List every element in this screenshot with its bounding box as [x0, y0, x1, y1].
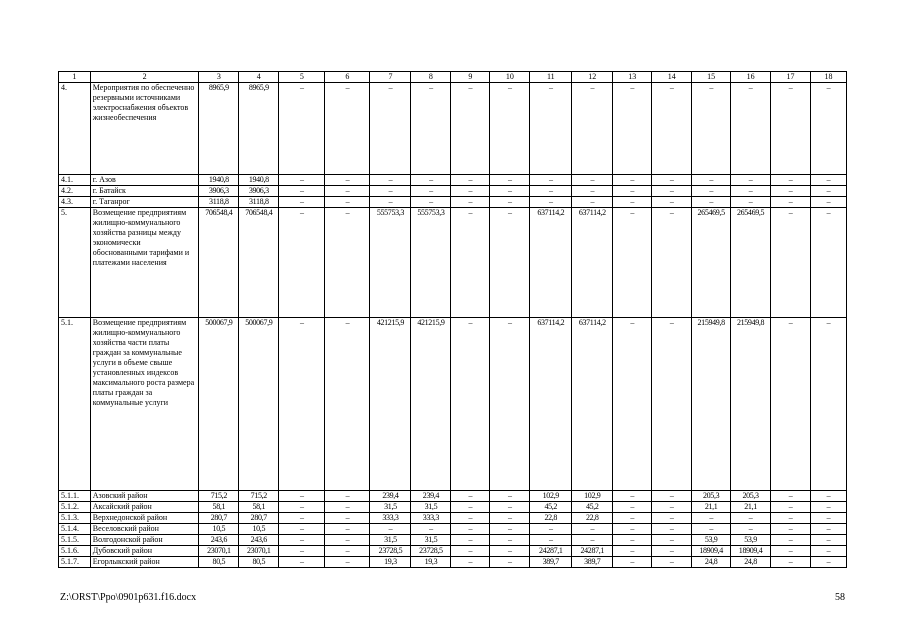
table-row — [59, 524, 847, 535]
value-cell: – — [771, 208, 811, 318]
value-cell: – — [490, 318, 530, 491]
row-number: 4. — [59, 83, 91, 175]
value-cell: – — [613, 502, 652, 513]
value-cell: – — [771, 535, 811, 546]
value-cell: 80,5 — [239, 557, 279, 568]
value-cell: – — [613, 524, 652, 535]
value-cell: 21,1 — [731, 502, 771, 513]
value-cell: – — [279, 524, 325, 535]
value-cell: – — [279, 83, 325, 175]
value-cell: – — [771, 175, 811, 186]
value-cell: – — [530, 83, 572, 175]
value-cell: – — [652, 502, 692, 513]
value-cell: – — [490, 175, 530, 186]
value-cell: – — [652, 318, 692, 491]
value-cell: – — [325, 197, 370, 208]
value-cell: – — [652, 546, 692, 557]
value-cell: – — [771, 83, 811, 175]
value-cell: – — [411, 175, 451, 186]
value-cell: – — [613, 546, 652, 557]
value-cell: – — [451, 197, 490, 208]
column-header: 13 — [613, 72, 652, 83]
value-cell: – — [731, 197, 771, 208]
row-number: 5.1.1. — [59, 491, 91, 502]
row-title: г. Азов — [90, 175, 199, 186]
header-row — [59, 72, 847, 83]
column-header: 14 — [652, 72, 692, 83]
column-header: 5 — [279, 72, 325, 83]
value-cell: – — [731, 524, 771, 535]
value-cell: 31,5 — [411, 535, 451, 546]
value-cell: – — [652, 491, 692, 502]
value-cell: 637114,2 — [572, 208, 613, 318]
value-cell: 333,3 — [370, 513, 411, 524]
value-cell: – — [811, 546, 847, 557]
value-cell: 265469,5 — [692, 208, 731, 318]
table-row — [59, 83, 847, 175]
value-cell: 637114,2 — [530, 208, 572, 318]
value-cell: – — [613, 175, 652, 186]
value-cell: 333,3 — [411, 513, 451, 524]
value-cell: – — [572, 197, 613, 208]
value-cell: 389,7 — [530, 557, 572, 568]
table-row — [59, 175, 847, 186]
value-cell: 243,6 — [239, 535, 279, 546]
value-cell: – — [490, 557, 530, 568]
table-row — [59, 208, 847, 318]
value-cell: – — [411, 197, 451, 208]
value-cell: 18909,4 — [692, 546, 731, 557]
value-cell: – — [811, 197, 847, 208]
value-cell: – — [411, 83, 451, 175]
file-path: Z:\ORST\Ppo\0901p631.f16.docx — [60, 592, 197, 603]
table-row — [59, 535, 847, 546]
value-cell: – — [451, 175, 490, 186]
value-cell: 1940,8 — [199, 175, 239, 186]
row-title: Волгодонской район — [90, 535, 199, 546]
table-row — [59, 186, 847, 197]
value-cell: – — [771, 318, 811, 491]
value-cell: 205,3 — [692, 491, 731, 502]
value-cell: – — [572, 175, 613, 186]
value-cell: – — [811, 318, 847, 491]
value-cell: 3906,3 — [239, 186, 279, 197]
value-cell: – — [771, 197, 811, 208]
table-row — [59, 318, 847, 491]
value-cell: – — [279, 513, 325, 524]
value-cell: – — [652, 186, 692, 197]
value-cell: – — [811, 83, 847, 175]
column-header: 6 — [325, 72, 370, 83]
value-cell: 265469,5 — [731, 208, 771, 318]
value-cell: – — [370, 524, 411, 535]
value-cell: 280,7 — [239, 513, 279, 524]
value-cell: – — [811, 208, 847, 318]
value-cell: 18909,4 — [731, 546, 771, 557]
value-cell: 239,4 — [370, 491, 411, 502]
value-cell: – — [692, 175, 731, 186]
value-cell: – — [279, 502, 325, 513]
value-cell: – — [652, 208, 692, 318]
value-cell: – — [613, 535, 652, 546]
value-cell: – — [490, 546, 530, 557]
value-cell: 8965,9 — [239, 83, 279, 175]
value-cell: – — [490, 197, 530, 208]
value-cell: – — [652, 557, 692, 568]
value-cell: 555753,3 — [370, 208, 411, 318]
row-title: Возмещение предприятиям жилищно-коммунального хозяйства разницы между экономически обоснованными тарифами и платежами населения — [90, 208, 199, 318]
value-cell: – — [572, 83, 613, 175]
column-header: 1 — [59, 72, 91, 83]
row-number: 4.1. — [59, 175, 91, 186]
value-cell: 53,9 — [731, 535, 771, 546]
value-cell: 31,5 — [411, 502, 451, 513]
column-header: 7 — [370, 72, 411, 83]
value-cell: – — [771, 491, 811, 502]
column-header: 16 — [731, 72, 771, 83]
value-cell: – — [692, 524, 731, 535]
value-cell: – — [811, 524, 847, 535]
row-title: Возмещение предприятиям жилищно-коммунального хозяйства части платы граждан за коммунальные услуги в объеме свыше установленных индексов максимального роста размера платы граждан за коммунальные услуги — [90, 318, 199, 491]
value-cell: – — [771, 186, 811, 197]
column-header: 10 — [490, 72, 530, 83]
value-cell: 58,1 — [239, 502, 279, 513]
value-cell: – — [279, 546, 325, 557]
data-table — [58, 71, 847, 568]
value-cell: – — [572, 535, 613, 546]
row-title: г. Батайск — [90, 186, 199, 197]
value-cell: – — [572, 186, 613, 197]
column-header: 4 — [239, 72, 279, 83]
value-cell: – — [451, 491, 490, 502]
row-number: 5.1.4. — [59, 524, 91, 535]
value-cell: 19,3 — [411, 557, 451, 568]
value-cell: – — [692, 83, 731, 175]
table-row — [59, 546, 847, 557]
value-cell: 3906,3 — [199, 186, 239, 197]
value-cell: – — [279, 318, 325, 491]
row-title: Азовский район — [90, 491, 199, 502]
value-cell: 23070,1 — [239, 546, 279, 557]
value-cell: 102,9 — [530, 491, 572, 502]
row-title: г. Таганрог — [90, 197, 199, 208]
value-cell: – — [652, 197, 692, 208]
value-cell: – — [325, 208, 370, 318]
value-cell: 389,7 — [572, 557, 613, 568]
value-cell: 706548,4 — [239, 208, 279, 318]
value-cell: 239,4 — [411, 491, 451, 502]
column-header: 15 — [692, 72, 731, 83]
value-cell: – — [692, 513, 731, 524]
column-header: 18 — [811, 72, 847, 83]
value-cell: 1940,8 — [239, 175, 279, 186]
value-cell: 22,8 — [530, 513, 572, 524]
value-cell: 280,7 — [199, 513, 239, 524]
value-cell: – — [811, 175, 847, 186]
value-cell: – — [613, 197, 652, 208]
value-cell: – — [731, 83, 771, 175]
row-title: Мероприятия по обеспеченно резервными источниками электроснабжения объектов жизнеобеспечения — [90, 83, 199, 175]
value-cell: – — [490, 186, 530, 197]
value-cell: 53,9 — [692, 535, 731, 546]
value-cell: – — [771, 557, 811, 568]
value-cell: – — [771, 524, 811, 535]
row-number: 4.2. — [59, 186, 91, 197]
value-cell: 10,5 — [199, 524, 239, 535]
value-cell: – — [325, 83, 370, 175]
value-cell: – — [451, 546, 490, 557]
value-cell: – — [370, 197, 411, 208]
value-cell: – — [530, 535, 572, 546]
value-cell: 500067,9 — [199, 318, 239, 491]
value-cell: – — [490, 491, 530, 502]
value-cell: 21,1 — [692, 502, 731, 513]
value-cell: – — [325, 557, 370, 568]
value-cell: – — [325, 186, 370, 197]
value-cell: – — [451, 535, 490, 546]
value-cell: – — [325, 318, 370, 491]
value-cell: 45,2 — [572, 502, 613, 513]
value-cell: – — [325, 524, 370, 535]
value-cell: 3118,8 — [239, 197, 279, 208]
value-cell: – — [731, 186, 771, 197]
value-cell: – — [490, 513, 530, 524]
value-cell: – — [613, 513, 652, 524]
value-cell: 23728,5 — [411, 546, 451, 557]
value-cell: 3118,8 — [199, 197, 239, 208]
column-header: 17 — [771, 72, 811, 83]
value-cell: – — [530, 524, 572, 535]
value-cell: – — [613, 83, 652, 175]
column-header: 3 — [199, 72, 239, 83]
value-cell: – — [325, 546, 370, 557]
row-number: 4.3. — [59, 197, 91, 208]
value-cell: – — [692, 186, 731, 197]
value-cell: – — [279, 208, 325, 318]
value-cell: 23070,1 — [199, 546, 239, 557]
value-cell: 80,5 — [199, 557, 239, 568]
value-cell: 555753,3 — [411, 208, 451, 318]
value-cell: 31,5 — [370, 502, 411, 513]
row-number: 5.1.7. — [59, 557, 91, 568]
value-cell: – — [652, 83, 692, 175]
value-cell: 24,8 — [731, 557, 771, 568]
value-cell: 8965,9 — [199, 83, 239, 175]
table-row — [59, 502, 847, 513]
value-cell: – — [490, 208, 530, 318]
value-cell: – — [325, 535, 370, 546]
value-cell: – — [731, 175, 771, 186]
value-cell: – — [370, 83, 411, 175]
value-cell: – — [530, 186, 572, 197]
value-cell: 215949,8 — [731, 318, 771, 491]
value-cell: – — [490, 83, 530, 175]
column-header: 2 — [90, 72, 199, 83]
row-number: 5.1.3. — [59, 513, 91, 524]
value-cell: 45,2 — [530, 502, 572, 513]
table-row — [59, 197, 847, 208]
value-cell: – — [811, 502, 847, 513]
column-header: 8 — [411, 72, 451, 83]
value-cell: 243,6 — [199, 535, 239, 546]
value-cell: – — [490, 502, 530, 513]
value-cell: 421215,9 — [411, 318, 451, 491]
value-cell: – — [451, 524, 490, 535]
value-cell: 215949,8 — [692, 318, 731, 491]
value-cell: – — [572, 524, 613, 535]
row-number: 5.1.5. — [59, 535, 91, 546]
value-cell: 22,8 — [572, 513, 613, 524]
value-cell: – — [652, 535, 692, 546]
value-cell: 10,5 — [239, 524, 279, 535]
value-cell: – — [451, 557, 490, 568]
value-cell: – — [411, 524, 451, 535]
value-cell: – — [771, 513, 811, 524]
value-cell: – — [811, 535, 847, 546]
value-cell: – — [451, 502, 490, 513]
value-cell: – — [451, 208, 490, 318]
value-cell: 421215,9 — [370, 318, 411, 491]
value-cell: 637114,2 — [530, 318, 572, 491]
value-cell: – — [613, 557, 652, 568]
value-cell: 23728,5 — [370, 546, 411, 557]
value-cell: – — [451, 186, 490, 197]
value-cell: 706548,4 — [199, 208, 239, 318]
value-cell: – — [370, 186, 411, 197]
value-cell: – — [451, 513, 490, 524]
value-cell: – — [279, 491, 325, 502]
value-cell: 19,3 — [370, 557, 411, 568]
value-cell: – — [613, 186, 652, 197]
value-cell: – — [325, 491, 370, 502]
value-cell: 58,1 — [199, 502, 239, 513]
value-cell: – — [490, 524, 530, 535]
value-cell: 24287,1 — [572, 546, 613, 557]
row-number: 5. — [59, 208, 91, 318]
value-cell: – — [279, 557, 325, 568]
value-cell: – — [692, 197, 731, 208]
value-cell: – — [731, 513, 771, 524]
row-title: Верхнедонской район — [90, 513, 199, 524]
value-cell: – — [652, 524, 692, 535]
value-cell: – — [613, 208, 652, 318]
value-cell: – — [613, 491, 652, 502]
value-cell: – — [771, 502, 811, 513]
value-cell: – — [811, 491, 847, 502]
row-title: Дубовский район — [90, 546, 199, 557]
row-title: Егорлыкский район — [90, 557, 199, 568]
value-cell: – — [771, 546, 811, 557]
value-cell: – — [811, 557, 847, 568]
value-cell: – — [411, 186, 451, 197]
value-cell: 500067,9 — [239, 318, 279, 491]
page-number: 58 — [835, 592, 845, 603]
value-cell: 715,2 — [239, 491, 279, 502]
value-cell: – — [279, 197, 325, 208]
row-number: 5.1. — [59, 318, 91, 491]
value-cell: 24287,1 — [530, 546, 572, 557]
table-row — [59, 557, 847, 568]
value-cell: – — [279, 175, 325, 186]
value-cell: – — [325, 175, 370, 186]
row-title: Веселовский район — [90, 524, 199, 535]
value-cell: 102,9 — [572, 491, 613, 502]
value-cell: 637114,2 — [572, 318, 613, 491]
value-cell: – — [451, 318, 490, 491]
value-cell: – — [530, 197, 572, 208]
column-header: 9 — [451, 72, 490, 83]
value-cell: – — [370, 175, 411, 186]
value-cell: – — [811, 513, 847, 524]
value-cell: – — [530, 175, 572, 186]
value-cell: – — [279, 186, 325, 197]
value-cell: – — [451, 83, 490, 175]
value-cell: 31,5 — [370, 535, 411, 546]
value-cell: – — [811, 186, 847, 197]
table-row — [59, 513, 847, 524]
value-cell: – — [613, 318, 652, 491]
column-header: 12 — [572, 72, 613, 83]
value-cell: – — [652, 513, 692, 524]
value-cell: – — [325, 513, 370, 524]
value-cell: – — [652, 175, 692, 186]
row-number: 5.1.2. — [59, 502, 91, 513]
row-title: Аксайский район — [90, 502, 199, 513]
value-cell: 715,2 — [199, 491, 239, 502]
value-cell: – — [490, 535, 530, 546]
value-cell: 205,3 — [731, 491, 771, 502]
value-cell: – — [279, 535, 325, 546]
table-row — [59, 491, 847, 502]
row-number: 5.1.6. — [59, 546, 91, 557]
column-header: 11 — [530, 72, 572, 83]
value-cell: – — [325, 502, 370, 513]
value-cell: 24,8 — [692, 557, 731, 568]
